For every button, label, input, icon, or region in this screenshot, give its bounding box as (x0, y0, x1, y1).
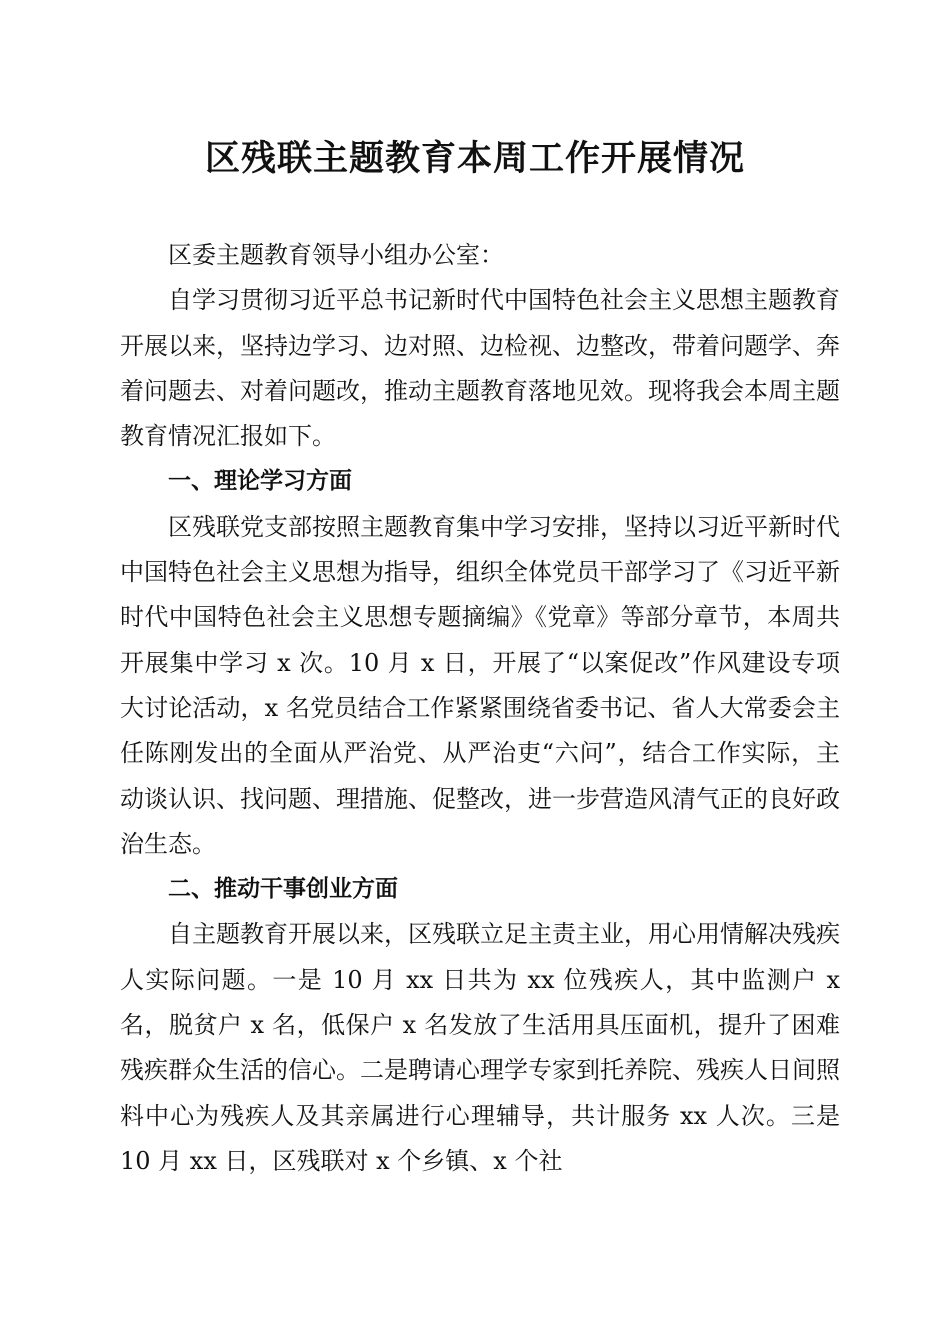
document-body (120, 233, 840, 1184)
section-heading-entrepreneurship: 二、推动干事创业方面 (168, 876, 398, 903)
document-title: 区残联主题教育本周工作开展情况 (204, 138, 745, 179)
intro-paragraph: 自学习贯彻习近平总书记新时代中国特色社会主义思想主题教育开展以来，坚持边学习、边对照、边检视、边整改，带着问题学、奔着问题去、对着问题改，推动主题教育落地见效。现将我会本周主题教育情况汇报如下。 (120, 286, 840, 451)
section-paragraph-entrepreneurship: 自主题教育开展以来，区残联立足主责主业，用心用情解决残疾人实际问题。一是 10 月 xx 日共为 xx 位残疾人，其中监测户 x 名，脱贫户 x 名，低保户 x 名发放了生活用具压面机，提升了困难残疾群众生活的信心。二是聘请心理学专家到托养院、残疾人日间照料中心为残疾人及其亲属进行心理辅导，共计服务 xx 人次。三是 10 月 xx 日，区残联对 x 个乡镇、x 个社 (120, 920, 840, 1175)
section-heading-theory-study: 一、理论学习方面 (168, 468, 352, 495)
salutation: 区委主题教育领导小组办公室： (168, 241, 504, 269)
section-paragraph-theory-study: 区残联党支部按照主题教育集中学习安排，坚持以习近平新时代中国特色社会主义思想为指导，组织全体党员干部学习了《习近平新时代中国特色社会主义思想专题摘编》《党章》等部分章节，本周共开展集中学习 x 次。10 月 x 日，开展了“以案促改”作风建设专项大讨论活动，x 名党员结合工作紧紧围绕省委书记、省人大常委会主任陈刚发出的全面从严治党、从严治吏“六问”，结合工作实际，主动谈认识、找问题、理措施、促整改，进一步营造风清气正的良好政治生态。 (120, 512, 840, 858)
